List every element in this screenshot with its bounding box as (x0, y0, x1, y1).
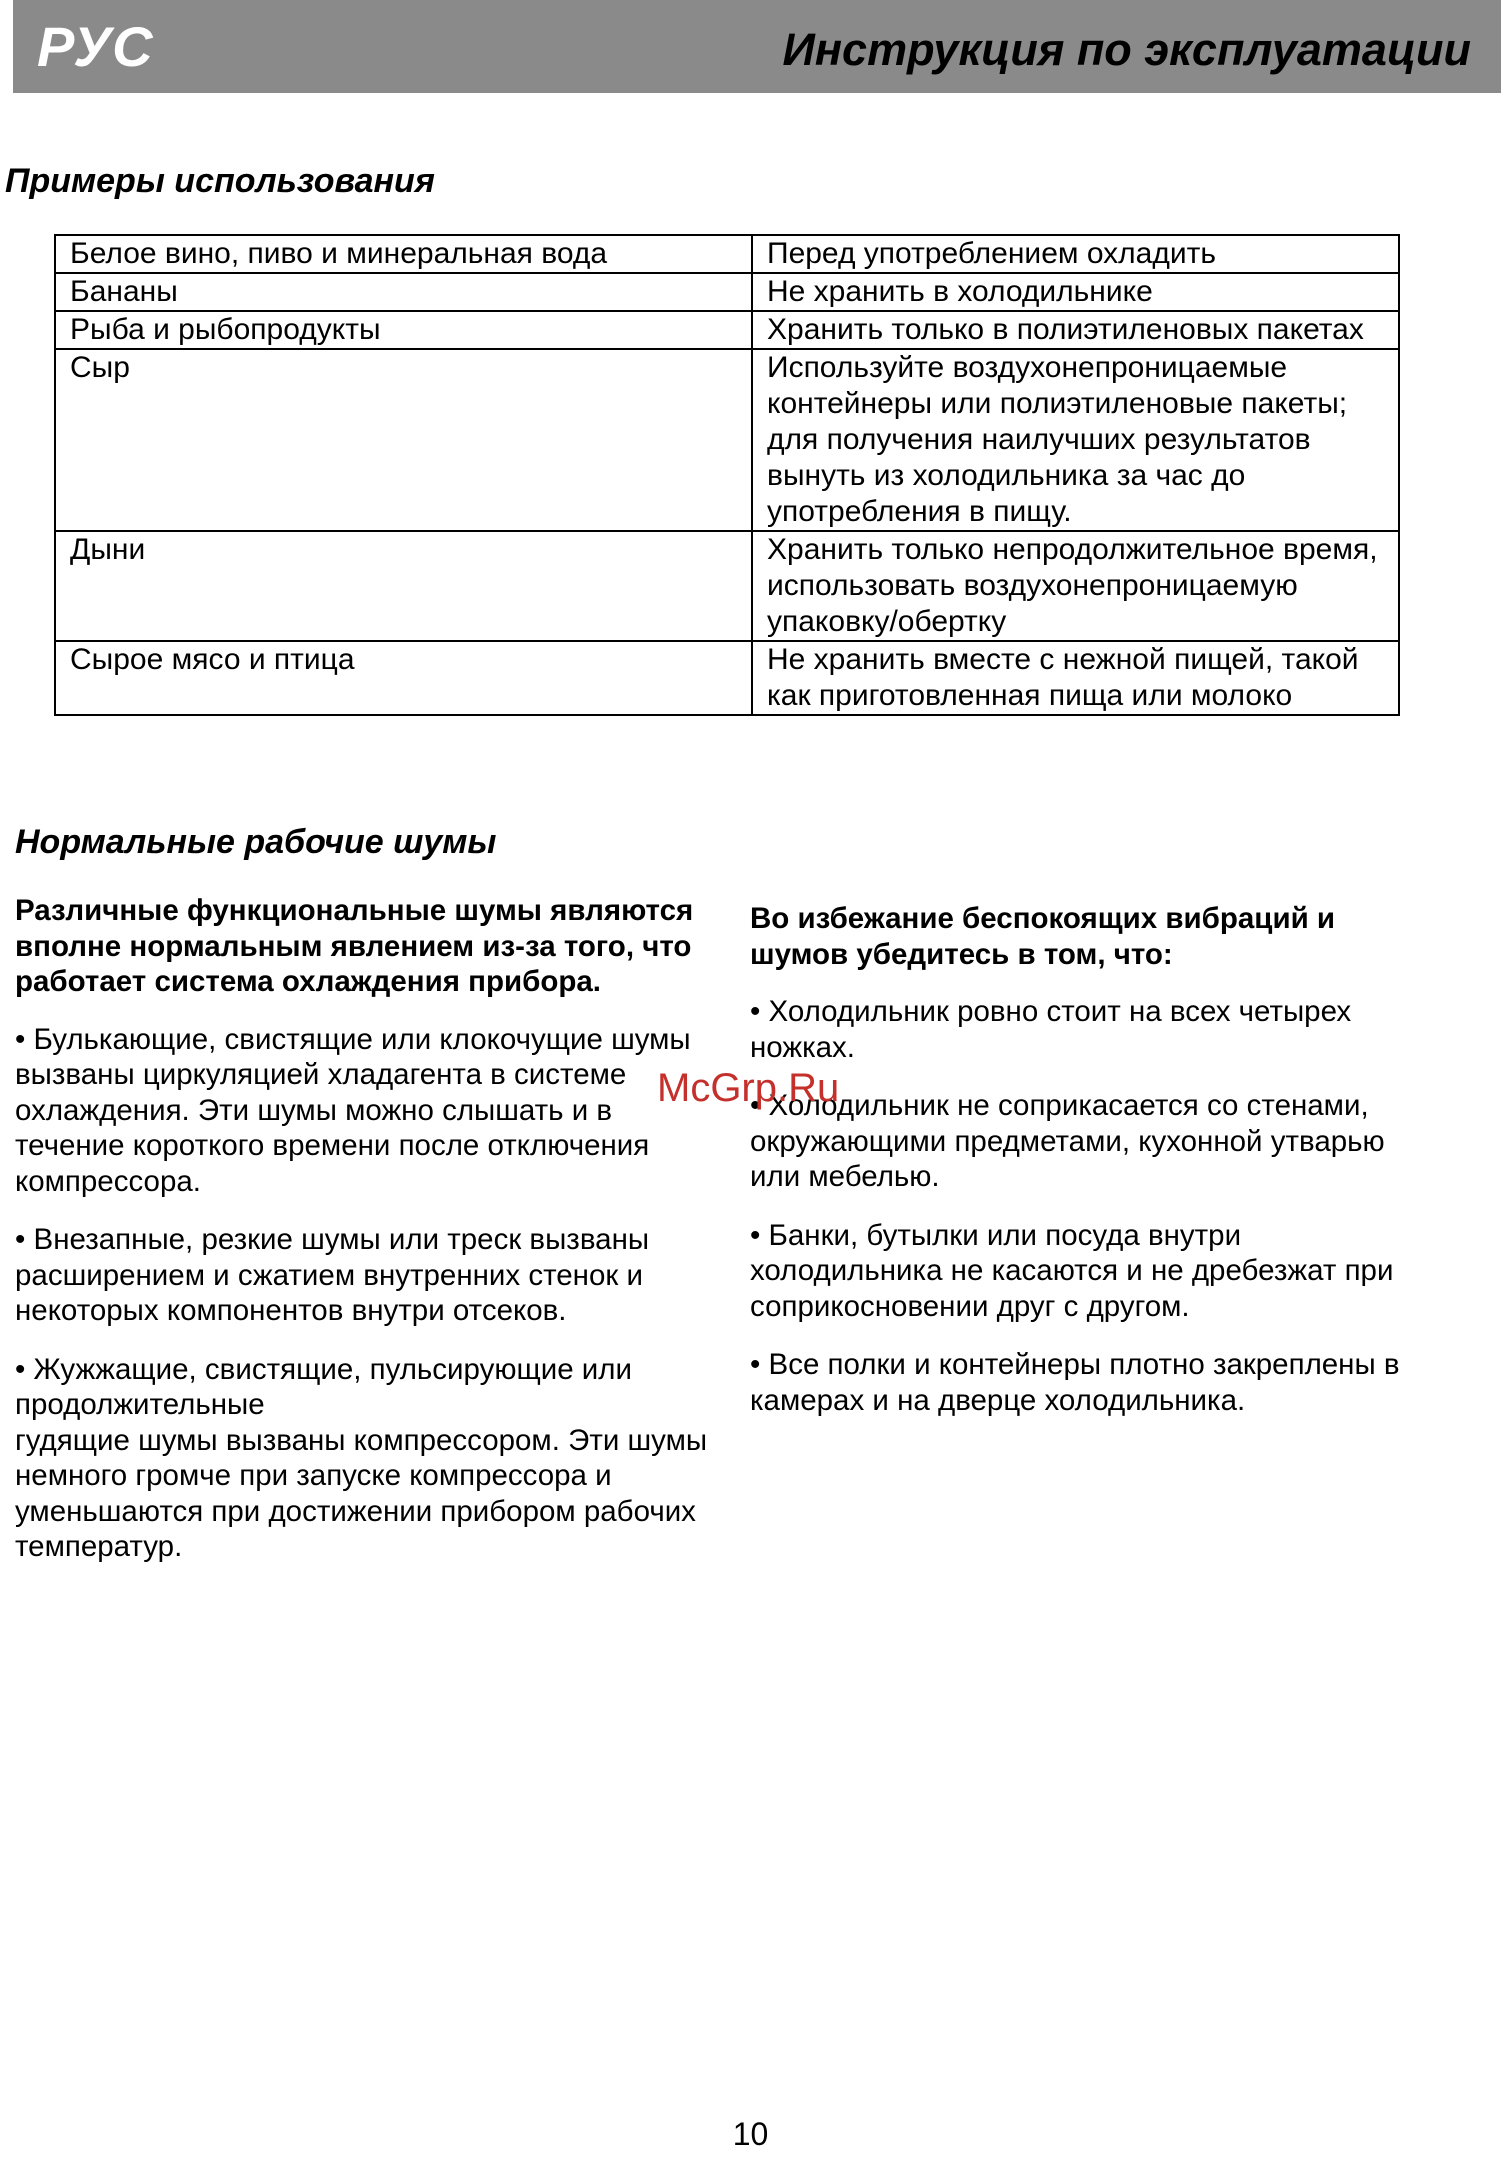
noise-right-item: • Холодильник ровно стоит на всех четырех ножках. (750, 995, 1352, 1064)
watermark: McGrp.Ru (657, 1066, 840, 1110)
food-cell: Сырое мясо и птица (55, 641, 752, 715)
noise-left-lead: Различные функциональные шумы являются вполне нормальным явлением из-за того, что работает система охлаждения прибора. (15, 894, 694, 998)
food-cell: Белое вино, пиво и минеральная вода (55, 235, 752, 273)
noise-left-item: гудящие шумы вызваны компрессором. Эти шумы немного громче при запуске компрессора и уменьшаются при достижении прибором рабочих температур. (15, 1423, 708, 1563)
noise-left-item: • Внезапные, резкие шумы или треск вызваны расширением и сжатием внутренних стенок и некоторых компонентов внутри отсеков. (15, 1223, 650, 1327)
table-row (55, 641, 1399, 715)
language-label: РУС (37, 15, 154, 78)
advice-cell: Хранить только в полиэтиленовых пакетах (752, 311, 1399, 349)
noise-left-item: • Жужжащие, свистящие, пульсирующие или продолжительные (15, 1352, 632, 1421)
noise-right-lead: Во избежание беспокоящих вибраций и шумов убедитесь в том, что: (750, 902, 1336, 971)
advice-cell: Не хранить вместе с нежной пищей, такой как приготовленная пища или молоко (752, 641, 1399, 715)
advice-cell: Используйте воздухонепроницаемые контейнеры или полиэтиленовые пакеты; для получения наилучших результатов вынуть из холодильника за час до употребления в пищу. (752, 349, 1399, 531)
food-cell: Дыни (55, 531, 752, 641)
table-row (55, 531, 1399, 641)
food-cell: Бананы (55, 273, 752, 311)
usage-section-title: Примеры использования (5, 162, 435, 200)
usage-table (54, 234, 1400, 716)
page-header (13, 0, 1501, 93)
advice-cell: Хранить только непродолжительное время, использовать воздухонепроницаемую упаковку/обертку (752, 531, 1399, 641)
food-cell: Рыба и рыбопродукты (55, 311, 752, 349)
table-row (55, 235, 1399, 273)
noise-left-column (15, 893, 720, 1588)
noise-right-item: • Банки, бутылки или посуда внутри холодильника не касаются и не дребезжат при соприкосновении друг с другом. (750, 1218, 1394, 1323)
noise-right-item: • Холодильник не соприкасается со стенами, окружающими предметами, кухонной утварью или мебелью. (750, 1089, 1385, 1193)
advice-cell: Не хранить в холодильнике (752, 273, 1399, 311)
table-row (55, 349, 1399, 531)
page-number: 10 (732, 2116, 769, 2152)
noise-right-column (750, 901, 1440, 1441)
food-cell: Сыр (55, 349, 752, 531)
noise-section-title: Нормальные рабочие шумы (15, 823, 497, 861)
table-row (55, 311, 1399, 349)
noise-right-item: • Все полки и контейнеры плотно закреплены в камерах и на дверце холодильника. (750, 1348, 1400, 1417)
document-title: Инструкция по эксплуатации (782, 24, 1471, 75)
advice-cell: Перед употреблением охладить (752, 235, 1399, 273)
noise-left-item: • Булькающие, свистящие или клокочущие шумы вызваны циркуляцией хладагента в системе охлаждения. Эти шумы можно слышать и в течение короткого времени после отключения компрессора. (15, 1022, 691, 1198)
table-row (55, 273, 1399, 311)
